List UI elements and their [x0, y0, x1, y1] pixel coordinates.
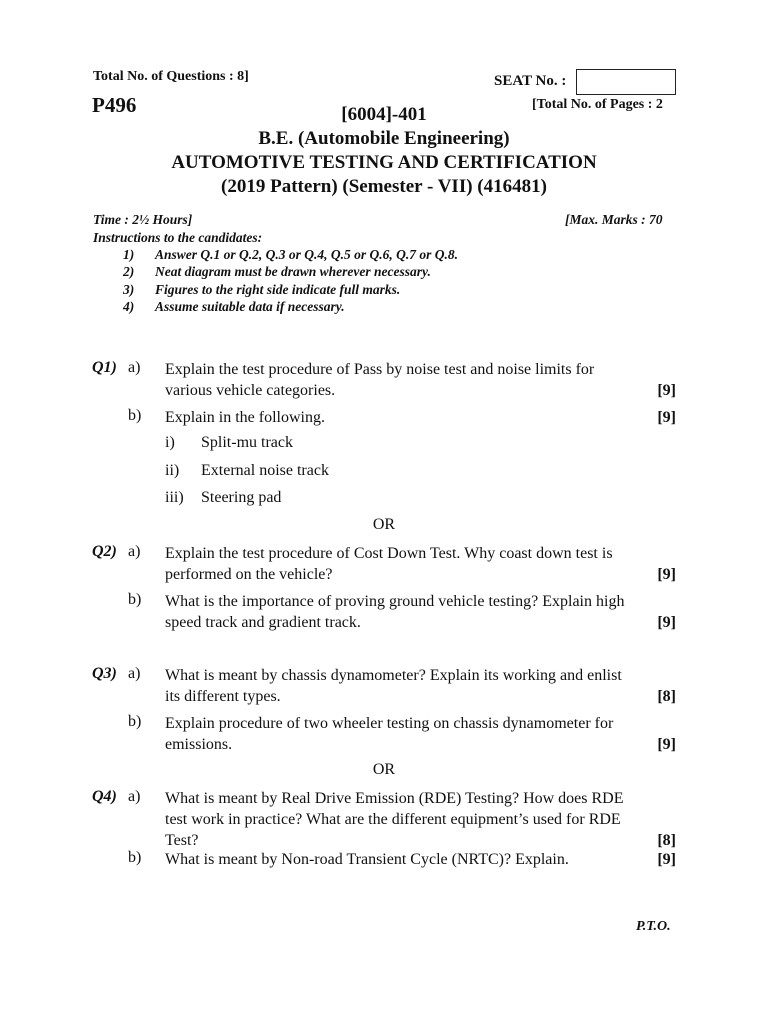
question-number: Q4) [92, 788, 117, 805]
instruction-number: 2) [123, 264, 135, 279]
subject-title: AUTOMOTIVE TESTING AND CERTIFICATION [171, 152, 597, 173]
part-label: b) [128, 849, 142, 866]
marks: [8] [657, 688, 676, 705]
question-line: performed on the vehicle? [165, 566, 333, 583]
question-line: its different types. [165, 688, 281, 705]
question-line: speed track and gradient track. [165, 614, 361, 631]
question-line: Explain procedure of two wheeler testing on chassis dynamometer for [165, 715, 614, 732]
question-line: various vehicle categories. [165, 382, 336, 399]
seat-no-label: SEAT No. : [494, 73, 567, 89]
question-line: Explain in the following. [165, 409, 325, 426]
instructions-heading: Instructions to the candidates: [93, 230, 263, 245]
instruction-text: Neat diagram must be drawn wherever necessary. [155, 264, 431, 279]
marks: [9] [657, 851, 676, 868]
instruction-text: Figures to the right side indicate full marks. [155, 282, 401, 297]
question-line: What is meant by Non-road Transient Cycle (NRTC)? Explain. [165, 851, 569, 868]
question-line: emissions. [165, 736, 233, 753]
marks: [9] [657, 614, 676, 631]
question-line: What is meant by chassis dynamometer? Explain its working and enlist [165, 667, 622, 684]
seat-no-box [576, 69, 676, 95]
question-line: What is meant by Real Drive Emission (RDE) Testing? How does RDE [165, 790, 624, 807]
or-separator: OR [372, 761, 396, 778]
question-number: Q2) [92, 543, 117, 560]
part-label: a) [128, 788, 141, 805]
sub-item-number: iii) [165, 489, 184, 506]
sub-item-text: Split-mu track [201, 434, 293, 451]
exam-code: [6004]-401 [341, 104, 427, 125]
question-part-text [165, 665, 676, 707]
part-label: a) [128, 665, 141, 682]
sub-item-number: i) [165, 434, 175, 451]
instruction-text: Answer Q.1 or Q.2, Q.3 or Q.4, Q.5 or Q.6, Q.7 or Q.8. [155, 247, 459, 262]
question-line: Explain the test procedure of Cost Down Test. Why coast down test is [165, 545, 613, 562]
marks: [9] [657, 566, 676, 583]
part-label: b) [128, 713, 142, 730]
question-part-text [165, 359, 676, 401]
question-number: Q3) [92, 665, 117, 682]
pto-label: P.T.O. [636, 919, 671, 934]
instruction-number: 1) [123, 247, 135, 262]
pattern-title: (2019 Pattern) (Semester - VII) (416481) [221, 176, 547, 197]
instruction-text: Assume suitable data if necessary. [155, 299, 345, 314]
total-pages: [Total No. of Pages : 2 [532, 97, 663, 112]
marks: [9] [657, 409, 676, 426]
marks: [9] [657, 382, 676, 399]
question-part-text [165, 849, 676, 870]
part-label: b) [128, 407, 142, 424]
part-label: b) [128, 591, 142, 608]
sub-item-text: External noise track [201, 462, 329, 479]
time-label: Time : 2½ Hours] [93, 212, 193, 227]
question-line: What is the importance of proving ground vehicle testing? Explain high [165, 593, 625, 610]
question-line: Test? [165, 832, 199, 849]
or-separator: OR [372, 516, 396, 533]
part-label: a) [128, 359, 141, 376]
marks: [9] [657, 736, 676, 753]
question-part-text [165, 407, 676, 428]
total-questions: Total No. of Questions : 8] [93, 69, 249, 84]
question-line: Explain the test procedure of Pass by noise test and noise limits for [165, 361, 595, 378]
max-marks-label: [Max. Marks : 70 [565, 212, 663, 227]
instruction-number: 3) [123, 282, 135, 297]
question-part-text [165, 713, 676, 755]
question-part-text [165, 543, 676, 585]
degree-title: B.E. (Automobile Engineering) [258, 128, 510, 149]
question-part-text [165, 591, 676, 633]
instruction-number: 4) [123, 299, 135, 314]
sub-item-text: Steering pad [201, 489, 282, 506]
question-part-text [165, 788, 676, 851]
paper-code: P496 [92, 93, 137, 117]
part-label: a) [128, 543, 141, 560]
question-line: test work in practice? What are the different equipment’s used for RDE [165, 811, 621, 828]
question-number: Q1) [92, 359, 117, 376]
sub-item-number: ii) [165, 462, 180, 479]
marks: [8] [657, 832, 676, 849]
